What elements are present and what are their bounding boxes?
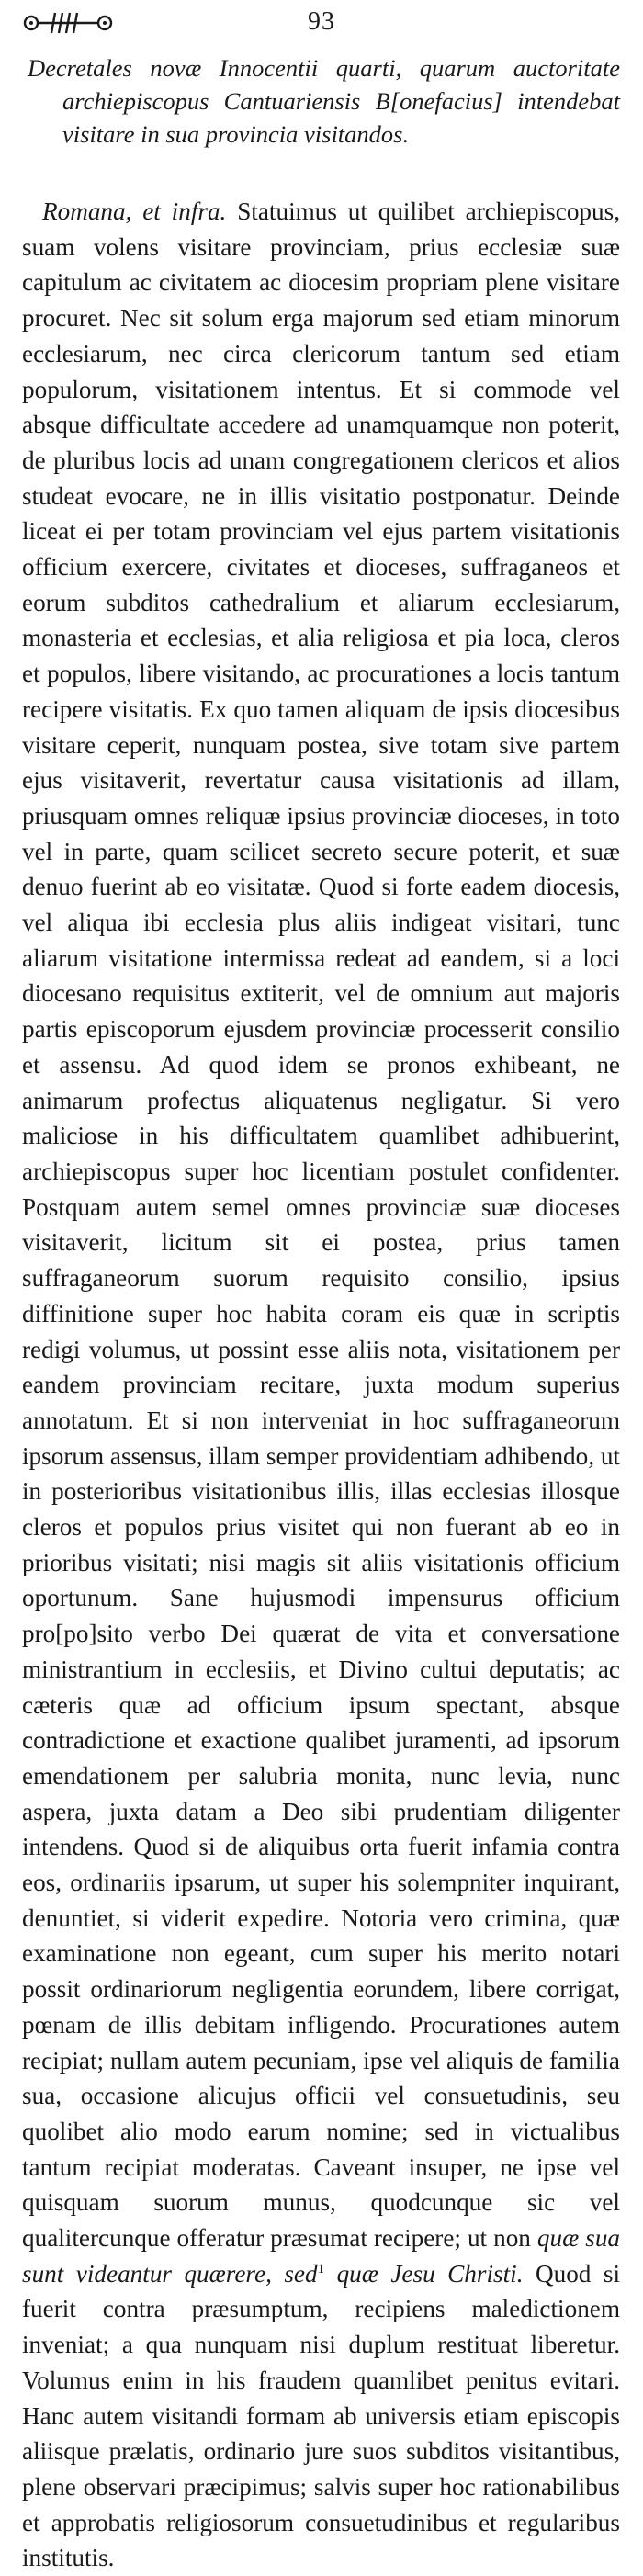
body-text-part-2: Quod si fuerit contra præsumptum, recipiens maledictionem inveniat; a qua nunquam nisi duplum restituat liberetur. Volumus enim in his fraudem quamlibet penitus evitari. Hanc autem visitandi formam ab universis etiam episcopis aliisque prælatis, ordinario jure suos subditos visitantibus, plene observari præcipimus; salvis super hoc rationabilibus et approbatis religiosorum consuetudinibus et regularibus institutis. bbox=[22, 2259, 621, 2572]
scripture-quote-1: quæ sua sunt videantur quærere, sed bbox=[22, 2224, 621, 2288]
scripture-quote-2: quæ Jesu Christi. bbox=[336, 2259, 524, 2288]
lead-phrase: Romana, et infra. bbox=[42, 198, 227, 225]
body-text-part-1: Statuimus ut quilibet archiepiscopus, suam volens visitare provinciam, prius ecclesiæ suæ capitulum ac civitatem ac diocesim propriam plene visitare procuret. Nec sit solum erga majorum sed etiam minorum ecclesiarum, nec circa clericorum tantum sed etiam populorum, visitationem intentus. Et si commode vel absque difficultate accedere ad unamquamque non poterit, de pluribus locis ad unam congregationem clericos et alios studeat evocare, ne in illis visitatio postponatur. Deinde liceat ei per totam provinciam vel ejus partem visitationis officium exercere, civitates et dioceses, suffraganeos et eorum subditos cathedralium et aliarum ecclesiarum, monasteria et ecclesias, et alia religiosa et pia loca, cleros et populos, libere visitando, ac procurationes a locis tantum recipere visitatis. Ex quo tamen aliquam de ipsis diocesibus visitare ceperit, nunquam postea, sive totam sive partem ejus visitaverit, revertatur causa visitationis ad illam, priusquam omnes reliquæ ipsius provinciæ dioceses, in toto vel in parte, quam scilicet secreto secure poterit, et suæ denuo fuerint ab eo visitatæ. Quod si forte eadem diocesis, vel aliqua ibi ecclesia plus aliis indigeat visitari, tunc aliarum visitatione intermissa redeat ad eandem, si a loci diocesano requisitus extiterit, vel de omnium aut majoris partis episcoporum ejusdem provinciæ processerit consilio et assensu. Ad quod idem se pronos exhibeant, ne animarum profectus aliquatenus negligatur. Si vero maliciose in his difficultatem quamlibet adhibuerint, archiepiscopus super hoc licentiam postulet confidenter. Postquam autem semel omnes provinciæ suæ dioceses visitaverit, licitum sit ei postea, prius tamen suffraganeorum suorum requisito consilio, ipsius diffinitione super hoc habita coram eis quæ in scriptis redigi volumus, ut possint esse aliis nota, visitationem per eandem provinciam recitare, juxta modum superius annotatum. Et si non interveniat in hoc suffraganeorum ipsorum assensus, illam semper providentiam adhibendo, ut in posterioribus visitationibus illis, illas ecclesias illosque cleros et populos prius visitet qui non fuerant ab eo in prioribus visitati; nisi magis sit aliis visitationis officium oportunum. Sane hujusmodi impensurus officium pro[po]sito verbo Dei quærat de vita et conversatione ministrantium in ecclesiis, et Divino cultui deputatis; ac cæteris quæ ad officium ipsum spectant, absque contradictione et exactione qualibet juramenti, ad ipsorum emendationem per salubria monita, nunc levia, nunc aspera, juxta datam a Deo sibi prudentiam diligenter intendens. Quod si de aliquibus orta fuerit infamia contra eos, ordinariis ipsarum, ut super his solempniter inquirant, denuntiet, si viderit expedire. Notoria vero crimina, quæ examinatione non egeant, cum super his merito notari possit ordinariorum negligentia eorundem, libere corrigat, pœnam de illis debitam infligendo. Procurationes autem recipiat; nullam autem pecuniam, ipse vel aliquis de familia sua, occasione alicujus officii vel consuetudinis, seu quolibet alio modo earum nomine; sed in victualibus tantum recipiat moderatas. Caveant insuper, ne ipse vel quisquam suorum munus, quodcunque sic vel qualitercunque offeratur præsumat recipere; ut non bbox=[22, 198, 620, 2253]
body-text bbox=[22, 194, 620, 2576]
footnote-marker: 1 bbox=[317, 2261, 325, 2277]
body-paragraph bbox=[22, 194, 620, 2576]
section-heading: Decretales novæ Innocentii quarti, quarum auctoritate archiepiscopus Cantuariensis B[onefacius] intendebat visitare in sua provincia visitandos. bbox=[28, 54, 620, 148]
page-number: 93 bbox=[308, 7, 335, 36]
